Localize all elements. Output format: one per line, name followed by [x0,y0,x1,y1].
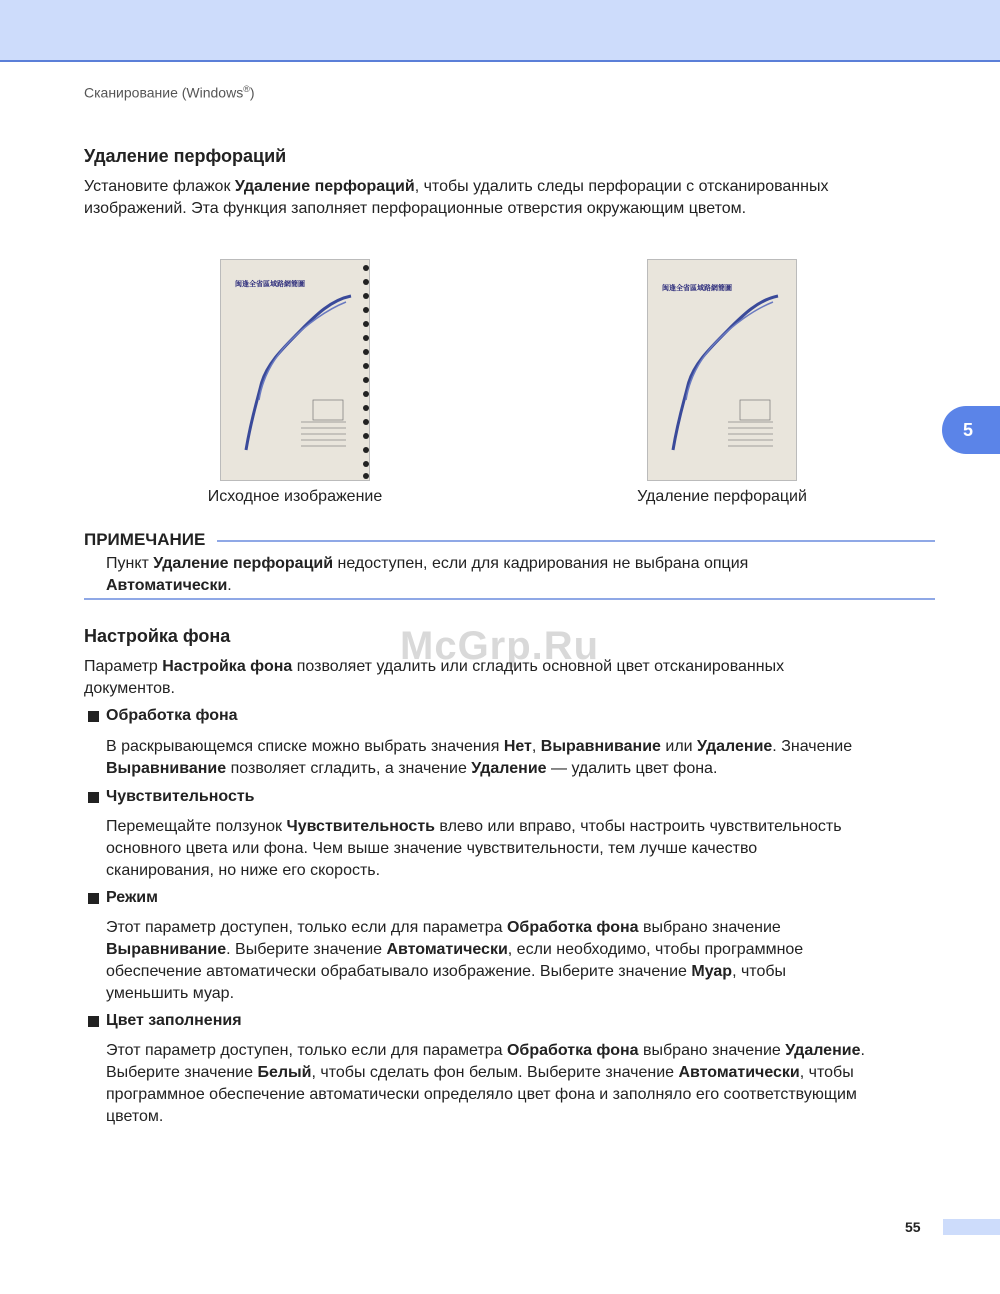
fill-color-text: Этот параметр доступен, только если для параметра Обработка фона выбрано значение Удаление. Выберите значение Белый, чтобы сделать фон белым. Выберите значение Автоматически, чтобы программное обеспечение автоматически определяло цвет фона и заполняло его соответствующим цветом. [106,1042,865,1125]
note-text: Пункт Удаление перфораций недоступен, если для кадрирования не выбрана опция Автоматически. [106,555,749,594]
punch-hole [363,279,369,285]
chapter-tab[interactable]: 5 [942,406,1000,454]
note-divider-bottom [84,598,935,600]
map-title: 闽逢全省區域路網簡圖 [662,284,732,292]
punch-hole [363,363,369,369]
punch-hole [363,473,369,479]
map-title: 闽逢全省區域路網簡圖 [235,280,305,288]
punch-holes [363,265,369,479]
background-processing-text: В раскрывающемся списке можно выбрать значения Нет, Выравнивание или Удаление. Значение Выравнивание позволяет сгладить, а значение Удаление — удалить цвет фона. [106,738,853,777]
punch-hole [363,433,369,439]
punch-hole [363,405,369,411]
map-route-line [686,302,773,400]
original-image [220,259,370,481]
note-title: ПРИМЕЧАНИЕ [84,530,217,550]
bullet-square-icon [88,1016,99,1027]
map-route-line [259,302,346,400]
background-heading: Настройка фона [84,626,231,646]
punch-hole [363,307,369,313]
bullet-background-processing: Обработка фона [88,707,238,725]
bullet-mode: Режим [88,889,158,907]
punch-hole [363,349,369,355]
map-illustration [221,260,371,482]
bullet-fill-color: Цвет заполнения [88,1012,242,1030]
page-number: 55 [905,1219,921,1235]
background-paragraph: Параметр Настройка фона позволяет удалить или сгладить основной цвет отсканированных документов. [84,658,785,697]
punch-hole [363,391,369,397]
perforation-heading: Удаление перфораций [84,146,287,166]
map-legend-box [313,400,343,420]
punch-hole [363,377,369,383]
section-header: Сканирование (Windows®) [84,84,255,101]
mode-text: Этот параметр доступен, только если для параметра Обработка фона выбрано значение Выравнивание. Выберите значение Автоматически, если необходимо, чтобы программное обеспечение автоматически обрабатывало изображение. Выберите значение Муар, чтобы уменьшить муар. [106,919,804,1002]
sensitivity-text: Перемещайте ползунок Чувствительность влево или вправо, чтобы настроить чувствительность основного цвета или фона. Чем выше значение чувствительности, тем лучше качество сканирования, но ниже его скорость. [106,818,842,879]
bullet-sensitivity: Чувствительность [88,788,255,806]
processed-image-caption: Удаление перфораций [637,488,807,505]
punch-hole [363,321,369,327]
punch-hole [363,335,369,341]
punch-hole [363,265,369,271]
processed-image [647,259,797,481]
map-coast-line [673,296,778,450]
page-footer-bar [943,1219,1000,1235]
bullet-square-icon [88,711,99,722]
punch-hole [363,447,369,453]
map-coast-line [246,296,351,450]
punch-hole [363,419,369,425]
bullet-square-icon [88,792,99,803]
punch-hole [363,293,369,299]
map-legend-box [740,400,770,420]
bullet-square-icon [88,893,99,904]
top-banner [0,0,1000,62]
perforation-paragraph: Установите флажок Удаление перфораций, чтобы удалить следы перфорации с отсканированных изображений. Эта функция заполняет перфорационные отверстия окружающим цветом. [84,178,829,217]
original-image-caption: Исходное изображение [207,488,383,505]
map-illustration [648,260,798,482]
watermark: McGrp.Ru [400,624,600,668]
punch-hole [363,461,369,467]
